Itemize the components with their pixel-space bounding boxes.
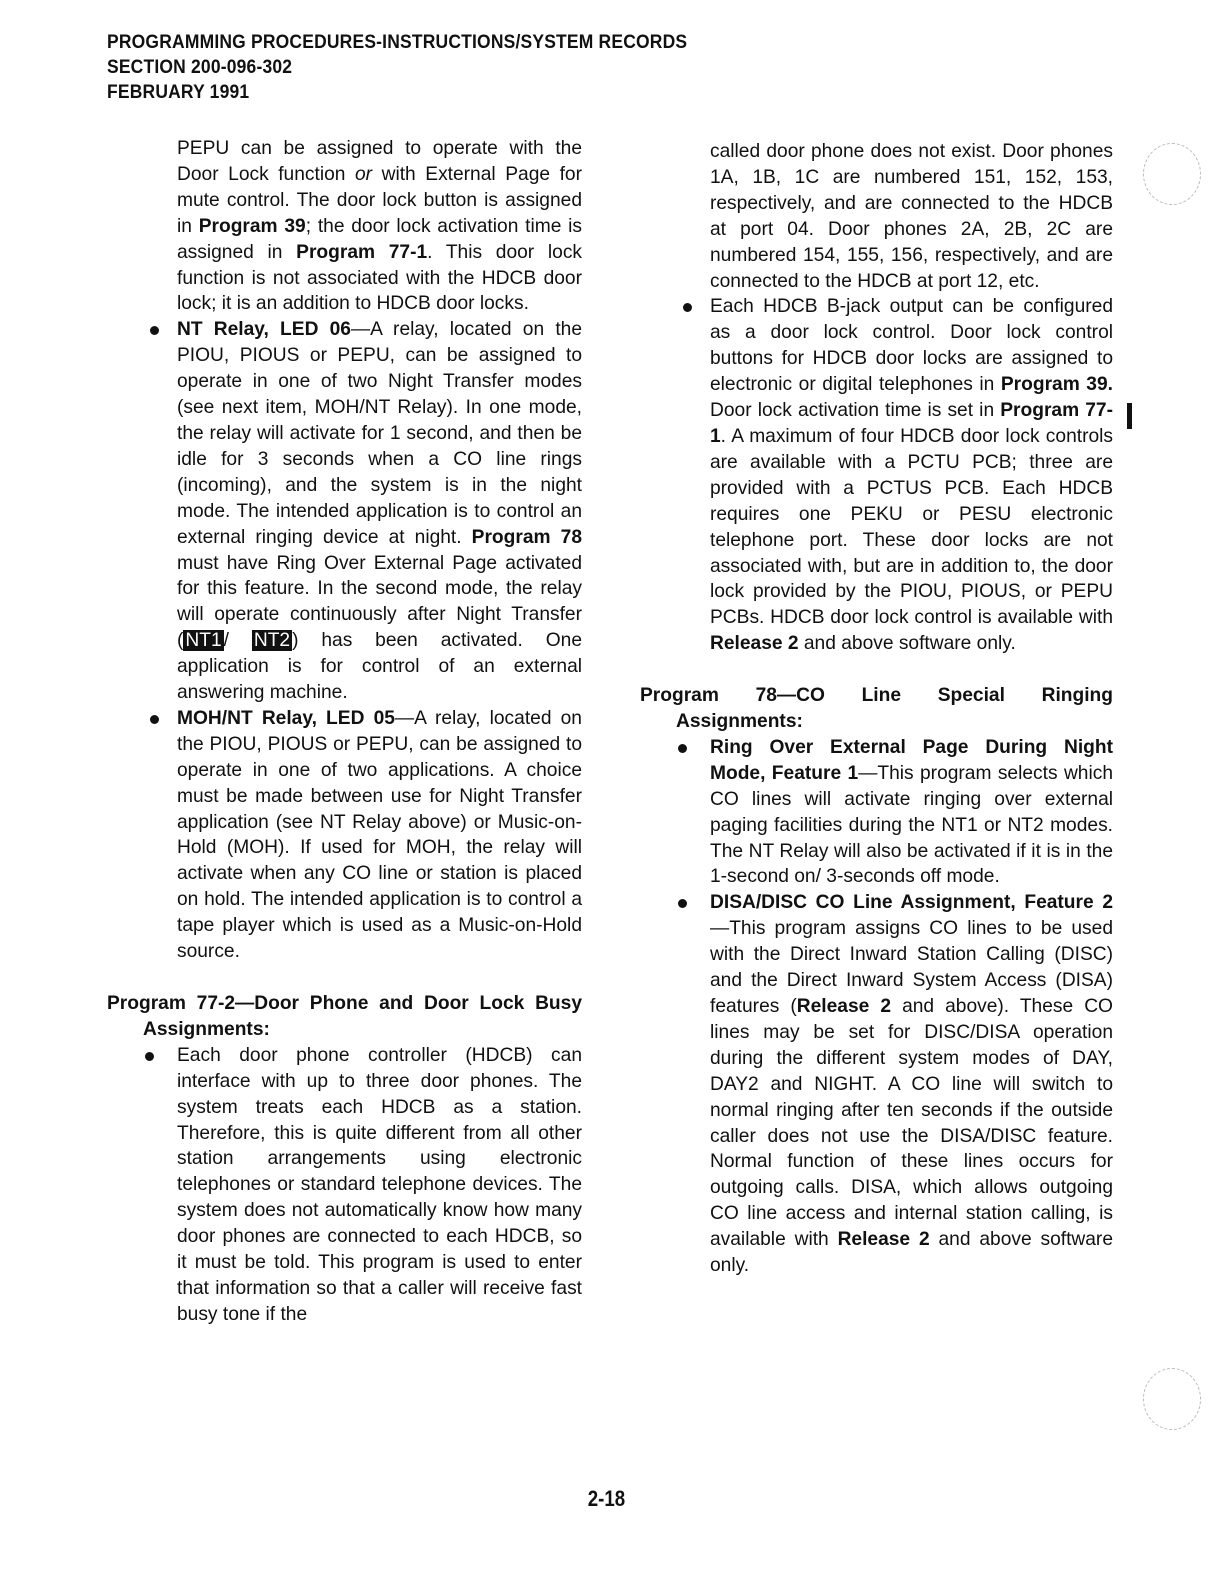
punch-hole-icon xyxy=(1143,1368,1201,1430)
door-phone-continued-paragraph: called door phone does not exist. Door phones 1A, 1B, 1C are numbered 151, 152, 153, respectively, and are connected to the HDCB at port 04. Door phones 2A, 2B, 2C are numbered 154, 155, 156, respectively, and are connected to the HDCB at port 12, etc. xyxy=(710,141,1113,292)
bullet-icon xyxy=(150,326,159,335)
list-item-hdcb: Each door phone controller (HDCB) can interface with up to three door phones. The system treats each HDCB as a station. Therefore, this is quite different from all other station arrangements using electronic telephones or standard telephone devices. The system does not automatically know how many door phones are connected to each HDCB, so it must be told. This program is used to enter that information so that a caller will receive fast busy tone if the xyxy=(107,1043,582,1328)
program-77-2-heading: Program 77-2—Door Phone and Door Lock Busy Assignments: xyxy=(107,993,582,1040)
pepu-intro-paragraph: PEPU can be assigned to operate with the Door Lock function or with External Page for mute control. The door lock button is assigned in Program 39; the door lock activation time is assigned in Program 77-1. This door lock function is not associated with the HDCB door lock; it is an addition to HDCB door locks. xyxy=(177,138,583,315)
program-77-2-list xyxy=(107,1043,582,1328)
nt1-key-label: NT1 xyxy=(185,630,222,652)
program-78-heading: Program 78—CO Line Special Ringing Assignments: xyxy=(640,685,1113,733)
list-item-disa: DISA/DISC CO Line Assignment, Feature 2—This program assigns CO lines to be used with the Direct Inward Station Calling (DISC) and the Direct Inward System Access (DISA) features (Release 2 and above). These CO lines may be set for DISC/DISA operation during the different system modes of DAY, DAY2 and NIGHT. A CO line will switch to normal ringing after ten seconds if the outside caller does not use the DISA/DISC feature. Normal function of these lines occurs for outgoing calls. DISA, which allows outgoing CO line access and internal station calling, is available with Release 2 and above software only. xyxy=(640,890,1113,1279)
bullet-icon xyxy=(678,899,687,908)
list-item-nt-relay: NT Relay, LED 06—A relay, located on the PIOU, PIOUS or PEPU, can be assigned to operate in one of two Night Transfer modes (see next item, MOH/NT Relay). In one mode, the relay will activate for 1 second, and then be idle for 3 seconds when a CO line rings (incoming), and the system is in the night mode. The intended application is to control an external ringing device at night. Program 78 must have Ring Over External Page activated for this feature. In the second mode, the relay will operate continuously after Night Transfer ( NT1 / NT2 ) has been activated. One application is for control of an external answering machine. xyxy=(107,317,582,706)
list-item-ring-over: Ring Over External Page During Night Mode, Feature 1—This program selects which CO lines will activate ringing over external paging facilities during the NT1 or NT2 modes. The NT Relay will also be activated if it is in the 1-second on/ 3-seconds off mode. xyxy=(640,735,1113,890)
list-item-moh-relay: MOH/NT Relay, LED 05—A relay, located on the PIOU, PIOUS or PEPU, can be assigned to operate in one of two applications. A choice must be made between use for Night Transfer application (see NT Relay above) or Music-on-Hold (MOH). If used for MOH, the relay will activate when any CO line or station is placed on hold. The intended application is to control a tape player which is used as a Music-on-Hold source. xyxy=(107,706,582,965)
header-date: FEBRUARY 1991 xyxy=(107,82,250,103)
bullet-icon xyxy=(678,744,687,753)
header-section: SECTION 200-096-302 xyxy=(107,57,293,78)
page-number: 2-18 xyxy=(587,1486,626,1511)
door-lock-bullet-list xyxy=(640,294,1113,657)
revision-bar xyxy=(1127,403,1132,429)
header-title: PROGRAMMING PROCEDURES-INSTRUCTIONS/SYSTEM RECORDS xyxy=(107,32,688,53)
bullet-icon xyxy=(683,303,692,312)
bullet-icon xyxy=(145,1052,154,1061)
page-header xyxy=(107,30,687,105)
relay-bullet-list xyxy=(107,317,582,965)
program-78-list xyxy=(640,735,1113,1279)
punch-hole-icon xyxy=(1143,143,1201,205)
left-column xyxy=(107,136,582,1328)
bullet-icon xyxy=(150,715,159,724)
right-column xyxy=(640,139,1113,1279)
list-item-bjack: Each HDCB B-jack output can be configured as a door lock control. Door lock control buttons for HDCB door locks are assigned to electronic or digital telephones in Program 39. Door lock activation time is set in Program 77-1. A maximum of four HDCB door lock controls are available with a PCTU PCB; three are provided with a PCTUS PCB. Each HDCB requires one PEKU or PESU electronic telephone port. These door locks are not associated with, but are in addition to, the door lock provided by the PIOU, PIOUS, or PEPU PCBs. HDCB door lock control is available with Release 2 and above software only. xyxy=(640,294,1113,657)
nt2-key-label: NT2 xyxy=(253,630,291,652)
